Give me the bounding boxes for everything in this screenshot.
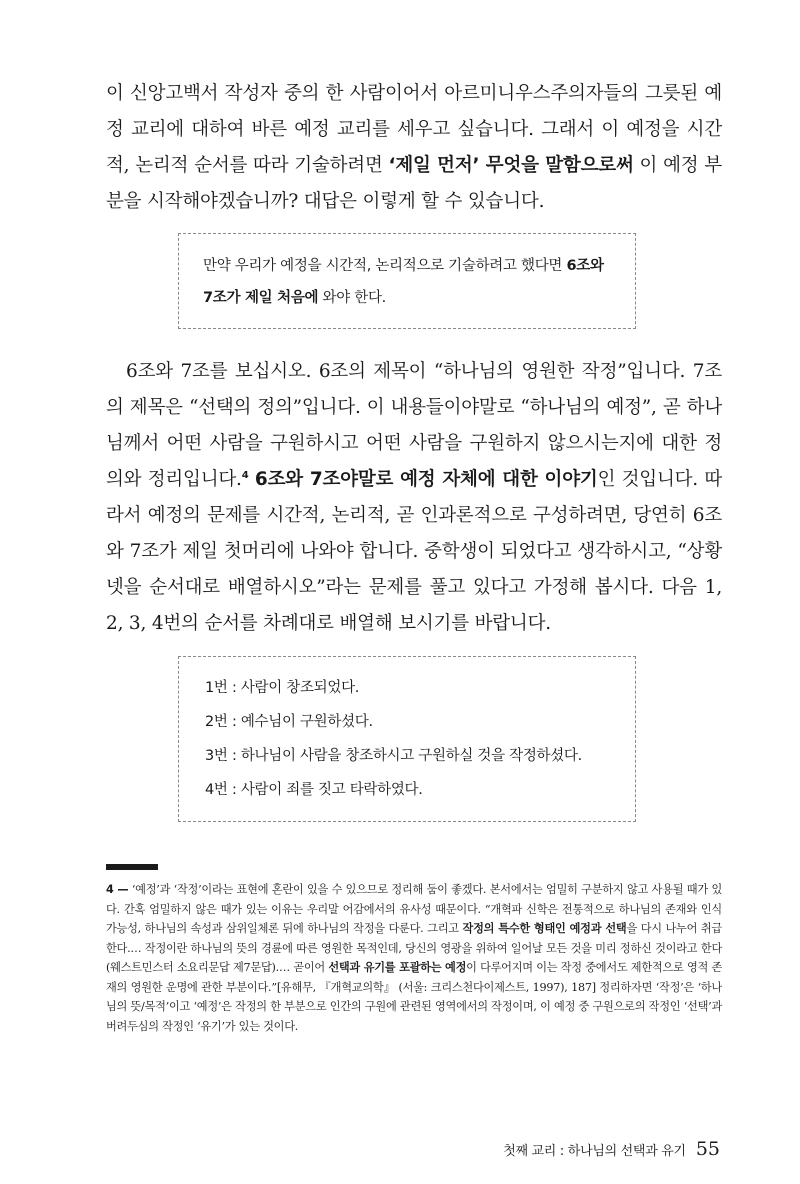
footnote-text-a: ‘예정’과 ‘작정’이라는 표현에 혼란이 있을 수 있으므로 정리해 둠이 좋겠다. 본서에서는 엄밀히 구분하지 않고 사용될 때가 있다. 간혹 엄밀하지 않은 때가 있는 이유는 우리말 어감에서의 유사성 때문이다. “개혁파 신학은 전통적으로 하나님의 존재와 인식 가능성, 하나님의 속성과 삼위일체론 뒤에 하나님의 작정을 다룬다. 그리고	[106, 883, 722, 935]
paragraph-1-text-a: 이 신앙고백서 작성자 중의 한 사람이어서 아르미니우스주의자들의 그릇된 예정 교리에 대하여 바른 예정 교리를 세우고 싶습니다. 그래서 이 예정을 시간적, 논리적 순서를 따라 기술하려면	[106, 83, 722, 176]
footnote-text-b: 을 다시 나누어 취급한다.… 작정이란 하나님의 뜻의 경륜에 따른 영원한 목적인데, 당신의 영광을 위하여 일어날 모든 것을 미리 정하신 것이라고 한다(웨스트민스터 소요리문답 제7문답).… 곧이어	[106, 922, 722, 974]
footnote-reference[interactable]: 4	[241, 469, 249, 481]
paragraph-2-text-a: 6조와 7조를 보십시오. 6조의 제목이 “하나님의 영원한 작정”입니다. 7조의 제목은 “선택의 정의”입니다. 이 내용들이야말로 “하나님의 예정”, 곧 하나님께서 어떤 사람을 구원하시고 어떤 사람을 구원하지 않으시는지에 대한 정의와 정리입니다.	[106, 361, 722, 490]
page-number: 55	[695, 1138, 720, 1160]
body-paragraph-1	[106, 76, 722, 220]
body-paragraph-2	[106, 354, 722, 642]
ordering-item-2: 2번 : 예수님이 구원하셨다.	[205, 714, 373, 730]
footnote-separator	[106, 864, 158, 870]
footnote-text-c: 이 다루어지며 이는 작정 중에서도 제한적으로 영적 존재의 영원한 운명에 관한 부분이다.”[유해무, 『개혁교의학』 (서울: 크리스천다이제스트, 1997), 187] 정리하자면 ‘작정’은 ‘하나님의 뜻/목적’이고 ‘예정’은 작정의 한 부분으로 인간의 구원에 관련된 영역에서의 작정이며, 이 예정 중 구원으로의 작정인 ‘선택’과 버려두심의 작정인 ‘유기’가 있는 것이다.	[106, 961, 723, 1033]
footnote-emphasis-a: 작정의 특수한 형태인 예정과 선택	[462, 922, 627, 935]
running-footer	[503, 1138, 720, 1160]
paragraph-2-emphasis: 6조와 7조야말로 예정 자체에 대한 이야기	[254, 469, 598, 490]
footnote-marker: 4 —	[106, 883, 129, 896]
ordering-item-4: 4번 : 사람이 죄를 짓고 타락하였다.	[205, 782, 423, 798]
quote-box-rule	[178, 233, 636, 329]
footnote-4	[106, 880, 722, 1036]
footnote-emphasis-b: 선택과 유기를 포괄하는 예정	[328, 961, 467, 974]
quote-box-text-b: 와야 한다.	[318, 290, 386, 306]
quote-box-text-a: 만약 우리가 예정을 시간적, 논리적으로 기술하려고 했다면	[203, 258, 567, 274]
paragraph-1-text-b: 이 예정 부분을 시작해야겠습니까? 대답은 이렇게 할 수 있습니다.	[106, 155, 722, 212]
ordering-item-1: 1번 : 사람이 창조되었다.	[205, 680, 360, 696]
paragraph-1-emphasis: ‘제일 먼저’ 무엇을 말함으로써	[388, 155, 634, 176]
paragraph-2-text-b: 인 것입니다. 따라서 예정의 문제를 시간적, 논리적, 곧 인과론적으로 구성하려면, 당연히 6조와 7조가 제일 첫머리에 나와야 합니다. 중학생이 되었다고 생각하시고, “상황 넷을 순서대로 배열하시오”라는 문제를 풀고 있다고 가정해 봅시다. 다음 1, 2, 3, 4번의 순서를 차례대로 배열해 보시기를 바랍니다.	[106, 469, 723, 634]
ordering-question-box	[178, 656, 636, 822]
quote-box-emphasis: 6조와 7조가 제일 처음에	[203, 258, 604, 306]
running-footer-title: 첫째 교리 : 하나님의 선택과 유기	[503, 1144, 686, 1159]
ordering-item-3: 3번 : 하나님이 사람을 창조하시고 구원하실 것을 작정하셨다.	[205, 748, 582, 764]
